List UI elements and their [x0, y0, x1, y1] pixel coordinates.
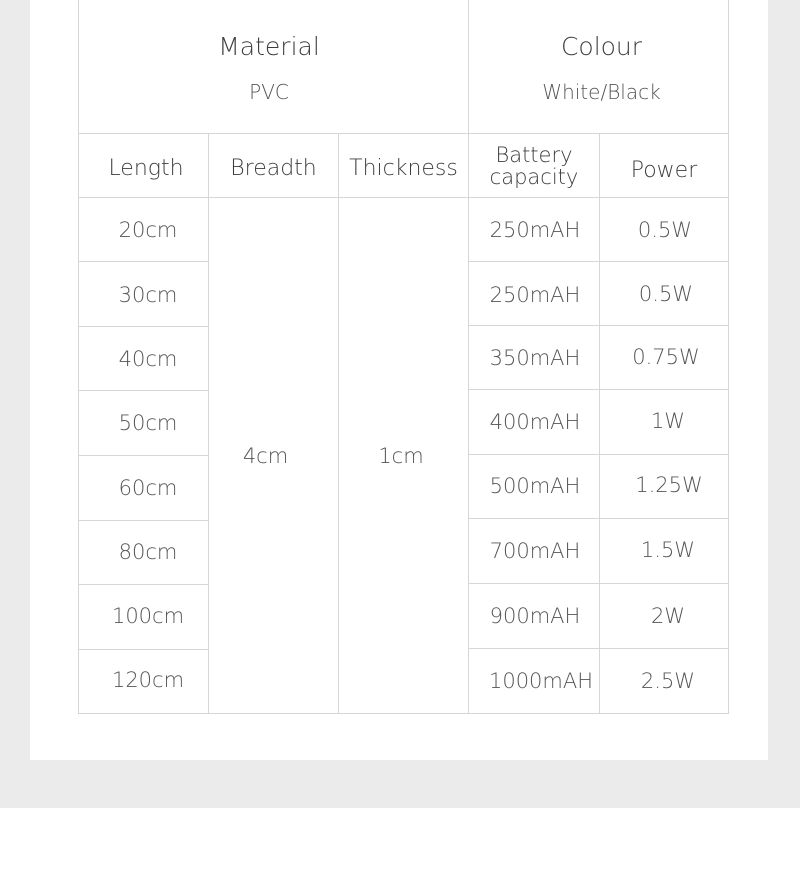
length-cell: 100cm [111, 603, 185, 628]
battery-header-line2: capacity [489, 165, 579, 189]
battery-cell: 250mAH [489, 282, 581, 307]
power-cell: 0.75W [632, 344, 700, 369]
length-header: Length [108, 155, 184, 181]
battery-header-line1: Battery [495, 143, 573, 167]
length-cell: 120cm [111, 667, 185, 692]
length-cell: 60cm [118, 475, 178, 500]
breadth-value: 4cm [242, 443, 289, 468]
length-cell: 20cm [118, 217, 178, 242]
power-cell: 1W [650, 408, 686, 433]
length-cell: 40cm [118, 346, 178, 371]
battery-cell: 250mAH [489, 217, 581, 242]
material-label: Material [218, 31, 320, 61]
power-cell: 1.25W [635, 472, 703, 497]
power-cell: 1.5W [640, 537, 696, 562]
battery-cell: 700mAH [489, 538, 581, 563]
thickness-header: Thickness [349, 155, 458, 181]
length-cell: 80cm [118, 539, 178, 564]
battery-cell: 400mAH [489, 409, 581, 434]
battery-cell: 500mAH [489, 473, 581, 498]
length-cell: 50cm [118, 410, 178, 435]
colour-label: Colour [560, 31, 643, 61]
power-cell: 2.5W [640, 668, 696, 693]
breadth-header: Breadth [230, 155, 317, 181]
power-header: Power [630, 157, 698, 183]
material-value: PVC [249, 80, 289, 104]
colour-value: White/Black [542, 80, 661, 104]
power-cell: 0.5W [637, 217, 693, 242]
battery-cell: 900mAH [489, 603, 581, 628]
battery-cell: 350mAH [489, 345, 581, 370]
battery-cell: 1000mAH [488, 668, 594, 693]
power-cell: 2W [650, 603, 686, 628]
battery-capacity-header [469, 134, 599, 198]
thickness-value: 1cm [378, 443, 424, 468]
power-cell: 0.5W [638, 281, 694, 306]
length-cell: 30cm [118, 282, 178, 307]
